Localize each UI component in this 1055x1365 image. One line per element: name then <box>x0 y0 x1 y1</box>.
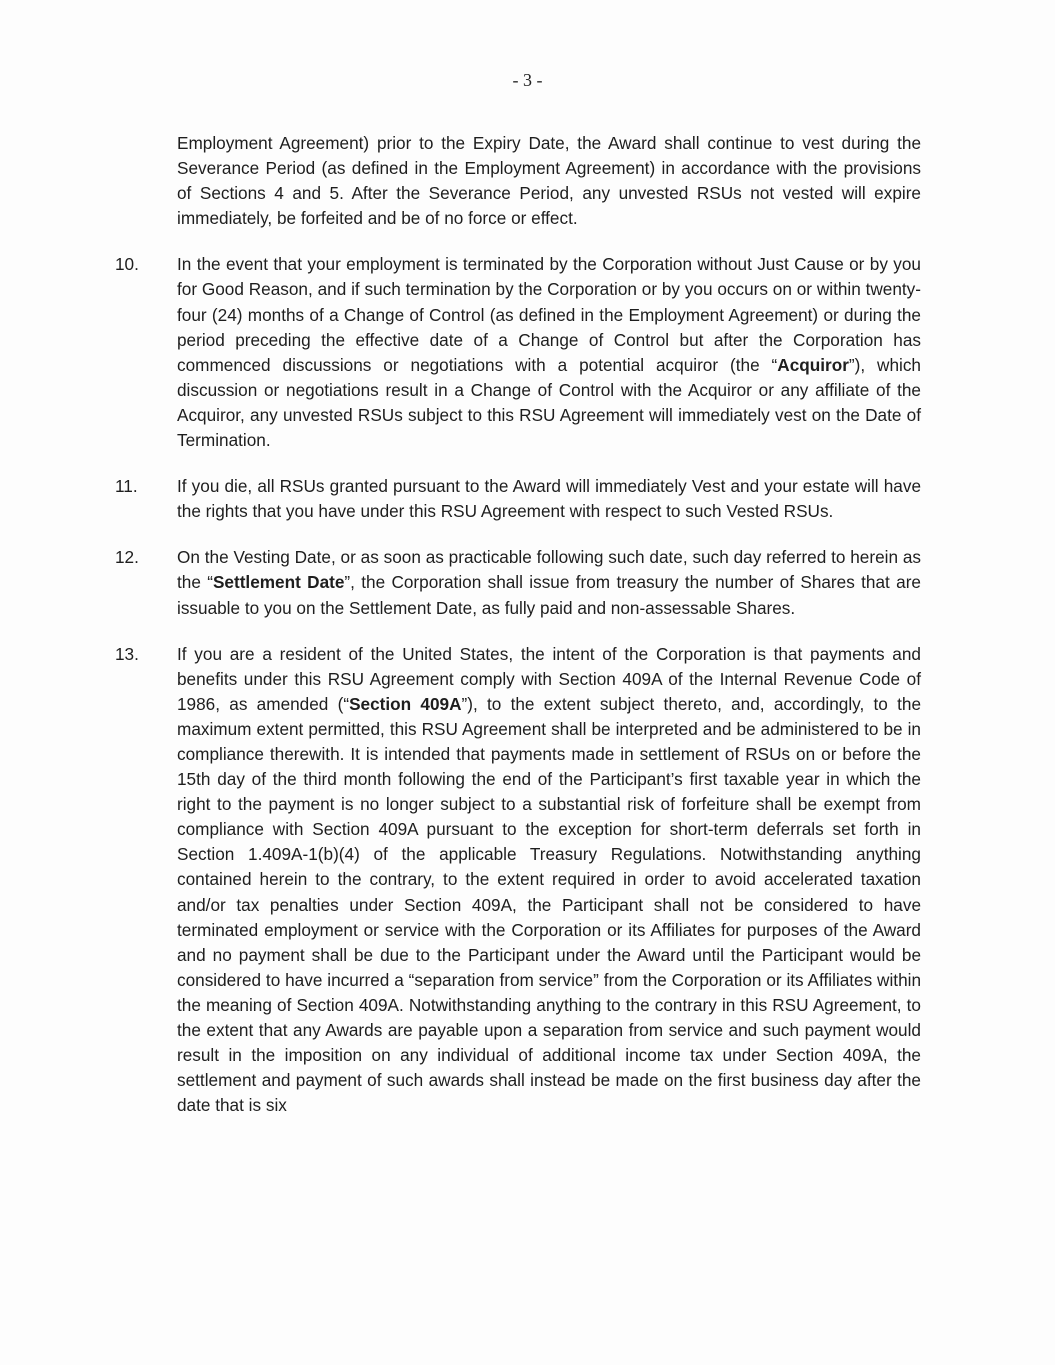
text-segment: On the Vesting Date, or as soon as practicable following such date, such day referred to herein as the “ <box>177 547 921 593</box>
text-segment: ”, the Corporation shall issue from treasury the number of Shares that are issuable to you on the Settlement Date, as fully paid and non-assessable Shares. <box>177 572 921 618</box>
paragraph-11 <box>115 474 921 524</box>
text-segment: ”), which discussion or negotiations result in a Change of Control with the Acquiror or any affiliate of the Acquiror, any unvested RSUs subject to this RSU Agreement will immediately vest on the Date of Termination. <box>177 354 921 451</box>
page-number: - 3 - <box>512 70 543 90</box>
defined-term: Acquiror <box>777 354 849 375</box>
paragraph-number: 13. <box>115 643 139 664</box>
paragraph-text <box>177 642 921 1119</box>
text-segment: Employment Agreement) prior to the Expiry Date, the Award shall continue to vest during the Severance Period (as defined in the Employment Agreement) in accordance with the provisions of Sections 4 and 5. After the Severance Period, any unvested RSUs not vested will expire immediately, be forfeited and be of no force or effect. <box>177 133 921 229</box>
paragraph-text <box>177 545 921 620</box>
paragraph-13 <box>115 642 921 1119</box>
paragraph-text <box>177 252 921 453</box>
text-segment: If you are a resident of the United States, the intent of the Corporation is that payments and benefits under this RSU Agreement comply with Section 409A of the Internal Revenue Code of 1986, as amended (“ <box>177 643 921 714</box>
defined-term: Section 409A <box>349 693 462 714</box>
paragraph-continued <box>115 131 921 231</box>
paragraph-text <box>177 131 921 231</box>
paragraph-10 <box>115 252 921 453</box>
paragraph-number: 10. <box>115 254 139 275</box>
paragraph-number: 12. <box>115 547 139 568</box>
document-body <box>115 131 921 1118</box>
text-segment: ”), to the extent subject thereto, and, accordingly, to the maximum extent permitted, this RSU Agreement shall be interpreted and be administered to be in compliance therewith. It is intended that payments made in settlement of RSUs on or before the 15th day of the third month following the end of the Participant’s first taxable year in which the right to the payment is no longer subject to a substantial risk of forfeiture shall be exempt from compliance with Section 409A pursuant to the exception for short-term deferrals set forth in Section 1.409A-1(b)(4) of the applicable Treasury Regulations. Notwithstanding anything contained herein to the contrary, to the extent required in order to avoid accelerated taxation and/or tax penalties under Section 409A, the Participant shall not be considered to have terminated employment or service with the Corporation or its Affiliates for purposes of the Award and no payment shall be due to the Participant under the Award until the Participant would be considered to have incurred a “separation from service” from the Corporation or its Affiliates within the meaning of Section 409A. Notwithstanding anything to the contrary in this RSU Agreement, to the extent that any Awards are payable upon a separation from service and such payment would result in the imposition on any individual of additional income tax under Section 409A, the settlement and payment of such awards shall instead be made on the first business day after the date that is six <box>177 693 922 1116</box>
text-segment: If you die, all RSUs granted pursuant to the Award will immediately Vest and your estate will have the rights that you have under this RSU Agreement with respect to such Vested RSUs. <box>177 476 921 522</box>
paragraph-number: 11. <box>115 476 138 497</box>
defined-term: Settlement Date <box>212 572 345 593</box>
paragraph-12 <box>115 545 921 620</box>
paragraph-text <box>177 474 921 524</box>
text-segment: In the event that your employment is terminated by the Corporation without Just Cause or by you for Good Reason, and if such termination by the Corporation or by you occurs on or within twenty-four (24) months of a Change of Control (as defined in the Employment Agreement) or during the period preceding the effective date of a Change of Control but after the Corporation has commenced discussions or negotiations with a potential acquiror (the “ <box>177 254 921 375</box>
